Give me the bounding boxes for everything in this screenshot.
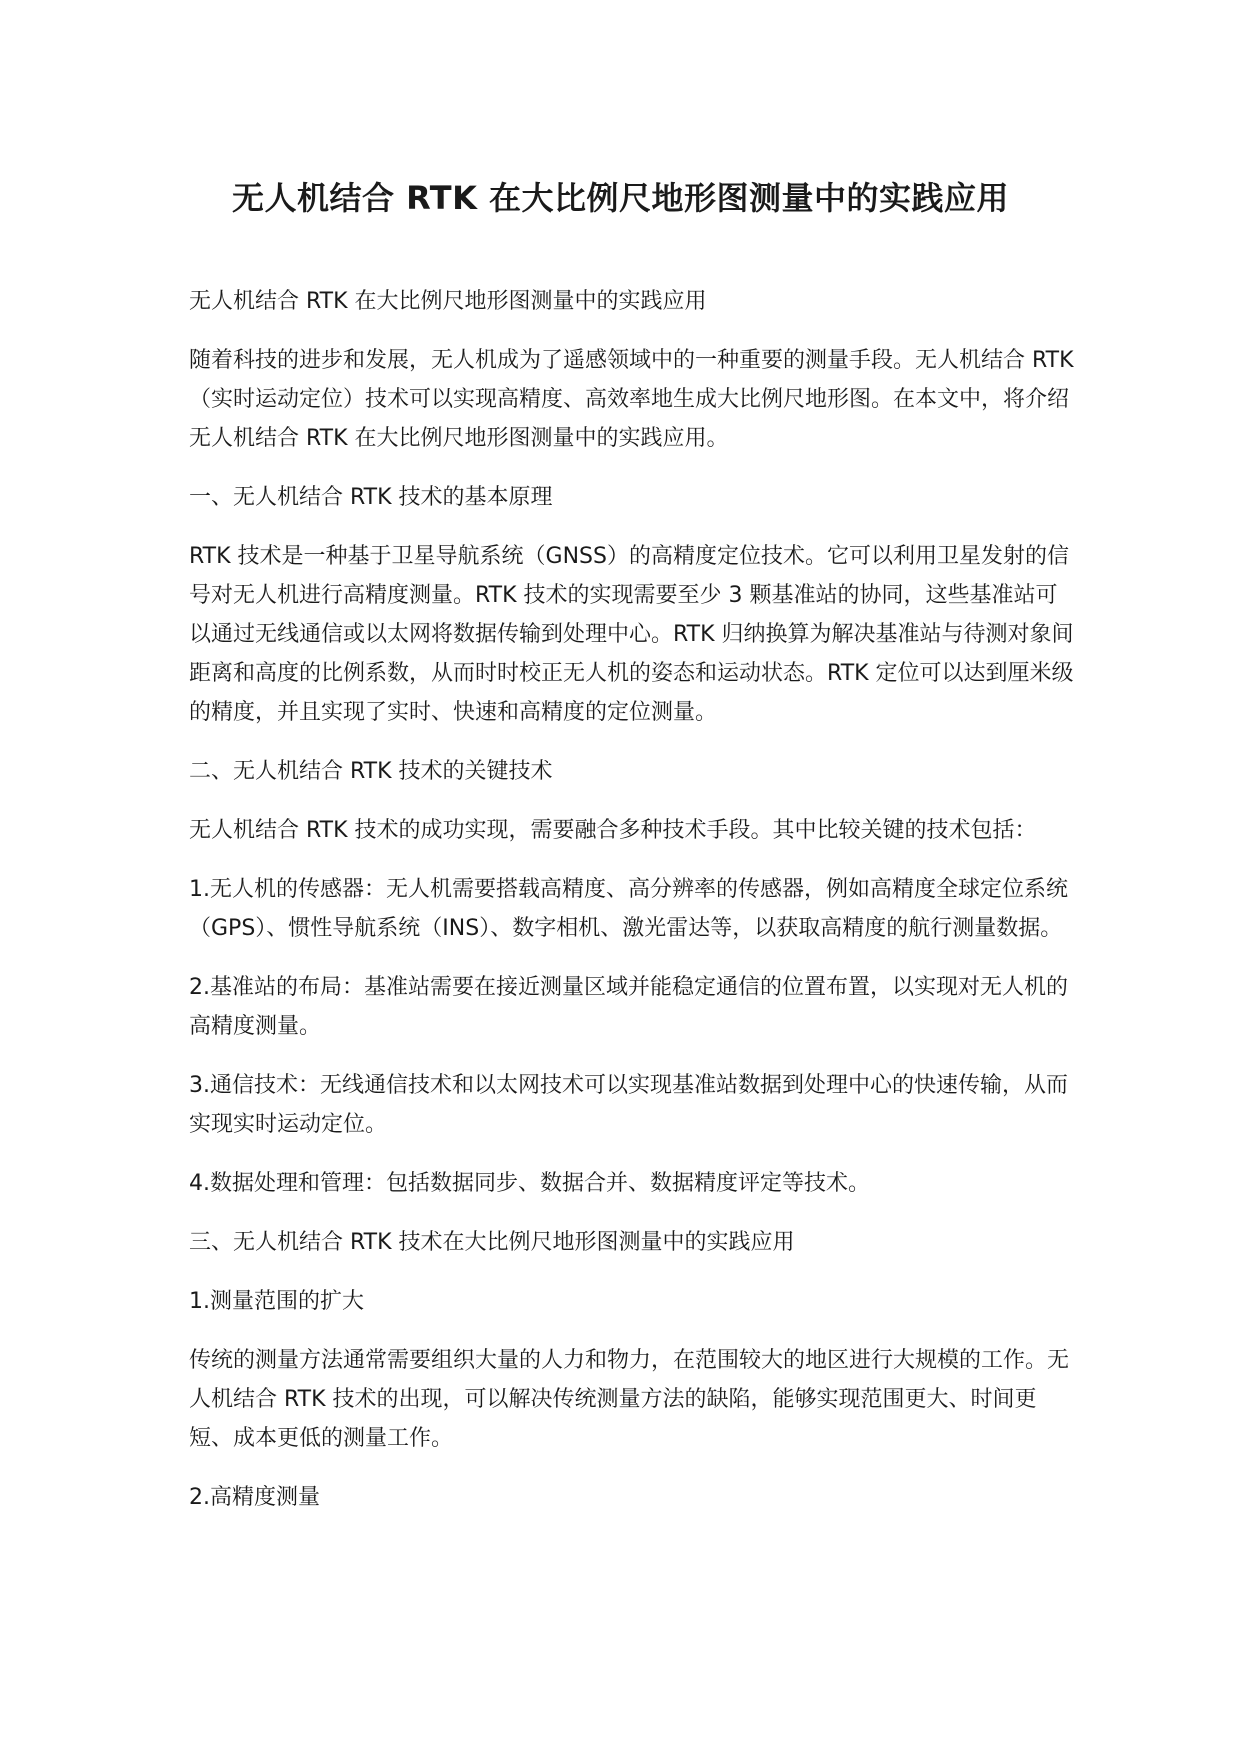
document-title: 无人机结合 RTK 在大比例尺地形图测量中的实践应用: [231, 179, 1010, 217]
section-heading-3: 三、无人机结合 RTK 技术在大比例尺地形图测量中的实践应用: [189, 1230, 795, 1255]
principle-paragraph: RTK 技术是一种基于卫星导航系统（GNSS）的高精度定位技术。它可以利用卫星发射的信号对无人机进行高精度测量。RTK 技术的实现需要至少 3 颗基准站的协同，这些基准站可以通过无线通信或以太网将数据传输到处理中心。RTK 归纳换算为解决基准站与待测对象间距离和高度的比例系数，从而时时校正无人机的姿态和运动状态。RTK 定位可以达到厘米级的精度，并且实现了实时、快速和高精度的定位测量。: [189, 544, 1074, 725]
document-body: [189, 282, 1079, 1537]
key-tech-item-4: 4.数据处理和管理：包括数据同步、数据合并、数据精度评定等技术。: [189, 1171, 870, 1196]
application-paragraph-1: 传统的测量方法通常需要组织大量的人力和物力，在范围较大的地区进行大规模的工作。无人机结合 RTK 技术的出现，可以解决传统测量方法的缺陷，能够实现范围更大、时间更短、成本更低的测量工作。: [189, 1348, 1070, 1451]
key-tech-item-2: 2.基准站的布局：基准站需要在接近测量区域并能稳定通信的位置布置，以实现对无人机的高精度测量。: [189, 975, 1068, 1039]
key-tech-intro-paragraph: 无人机结合 RTK 技术的成功实现，需要融合多种技术手段。其中比较关键的技术包括：: [189, 818, 1037, 843]
intro-paragraph: 随着科技的进步和发展，无人机成为了遥感领域中的一种重要的测量手段。无人机结合 RTK（实时运动定位）技术可以实现高精度、高效率地生成大比例尺地形图。在本文中，将介绍无人机结合 RTK 在大比例尺地形图测量中的实践应用。: [189, 348, 1074, 451]
application-subheading-1: 1.测量范围的扩大: [189, 1289, 364, 1314]
application-subheading-2: 2.高精度测量: [189, 1485, 320, 1510]
subtitle-paragraph: 无人机结合 RTK 在大比例尺地形图测量中的实践应用: [189, 289, 707, 314]
section-heading-2: 二、无人机结合 RTK 技术的关键技术: [189, 759, 553, 784]
section-heading-1: 一、无人机结合 RTK 技术的基本原理: [189, 485, 553, 510]
key-tech-item-3: 3.通信技术：无线通信技术和以太网技术可以实现基准站数据到处理中心的快速传输，从而实现实时运动定位。: [189, 1073, 1068, 1137]
key-tech-item-1: 1.无人机的传感器：无人机需要搭载高精度、高分辨率的传感器，例如高精度全球定位系统（GPS）、惯性导航系统（INS）、数字相机、激光雷达等，以获取高精度的航行测量数据。: [189, 877, 1068, 941]
